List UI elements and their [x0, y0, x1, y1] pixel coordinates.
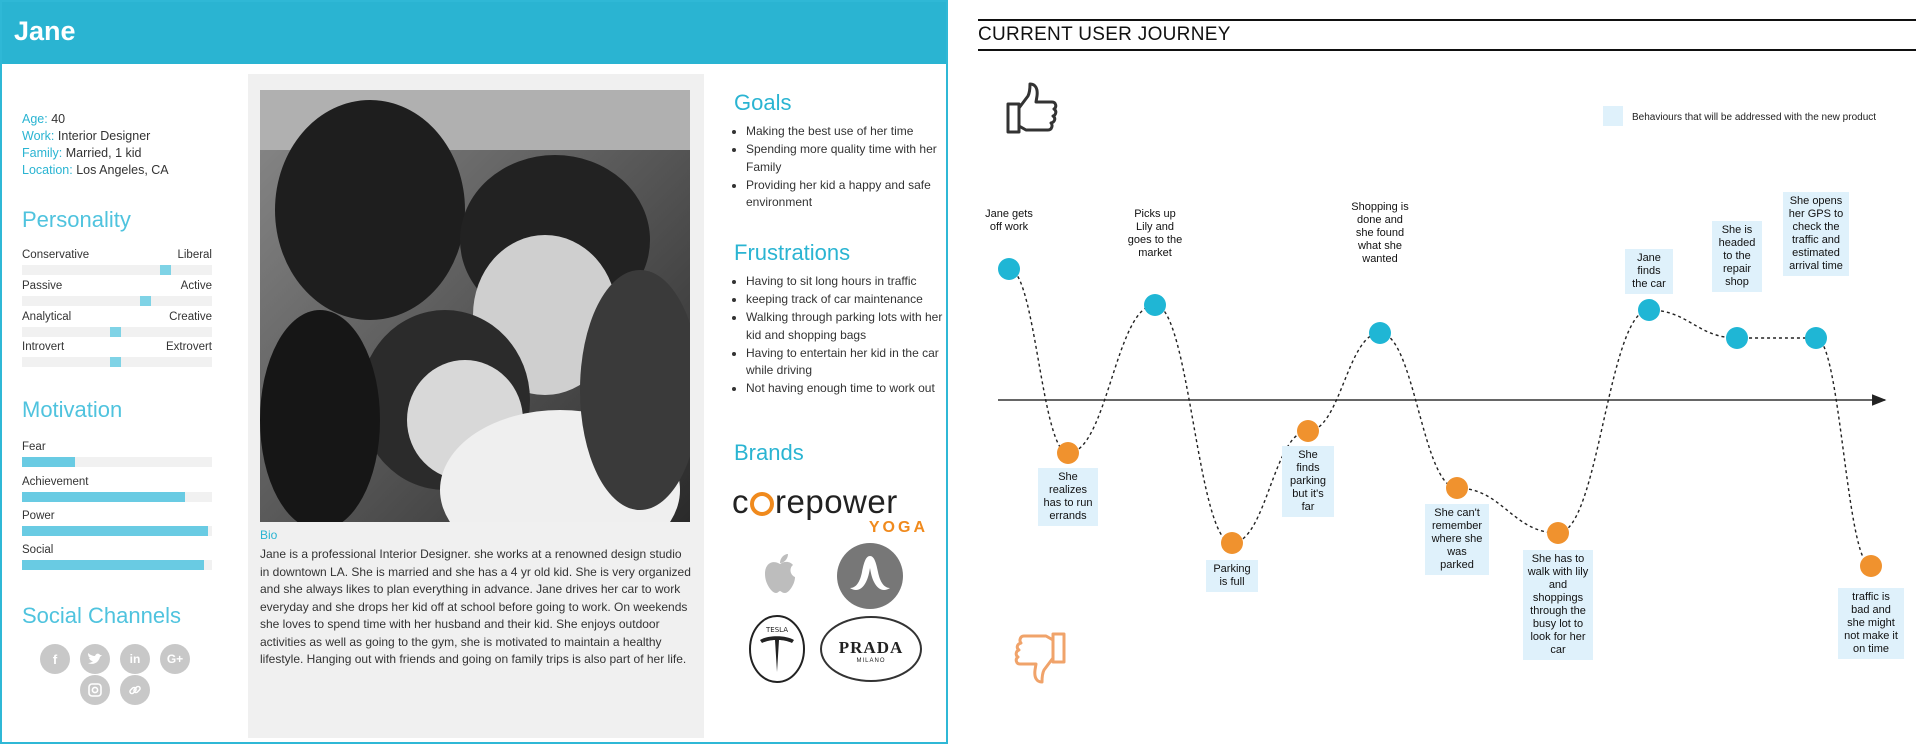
motivation-label: Achievement	[22, 476, 89, 488]
motivation-label: Social	[22, 544, 54, 556]
svg-text:TESLA: TESLA	[766, 626, 788, 634]
frustrations-item: • Having to entertain her kid in the car while driving	[746, 345, 946, 380]
motivation-bar-fill	[22, 560, 204, 570]
journey-step-label: She can't remember where she was parked	[1425, 504, 1489, 575]
journey-node	[1860, 555, 1882, 577]
goals-item: • Providing her kid a happy and safe environment	[746, 177, 946, 212]
google-plus-icon[interactable]: G+	[160, 644, 190, 674]
journey-node	[1726, 327, 1748, 349]
journey-node	[1297, 420, 1319, 442]
apple-logo-icon	[762, 552, 798, 599]
journey-connector	[1649, 310, 1737, 338]
location-row	[22, 163, 169, 177]
motivation-bar-fill	[22, 526, 208, 536]
personality-slider-track	[22, 296, 212, 306]
frustrations-item: • Having to sit long hours in traffic	[746, 273, 946, 291]
frustrations-title: Frustrations	[734, 240, 851, 265]
social-channels-title: Social Channels	[22, 603, 181, 628]
instagram-icon[interactable]	[80, 675, 110, 705]
link-icon[interactable]	[120, 675, 150, 705]
corepower-rest: repower	[775, 483, 898, 520]
journey-step-label: She finds parking but it's far	[1282, 446, 1334, 517]
frustrations-item: • Not having enough time to work out	[746, 380, 946, 398]
journey-node	[1144, 294, 1166, 316]
corepower-c: c	[732, 483, 749, 520]
motivation-title: Motivation	[22, 397, 123, 422]
work-row	[22, 129, 150, 143]
trait-left-label: Analytical	[22, 311, 72, 323]
age-value: 40	[51, 112, 66, 126]
journey-connector	[1009, 269, 1068, 453]
personality-title: Personality	[22, 207, 131, 232]
trait-left-label: Passive	[22, 280, 63, 292]
goals-item: • Spending more quality time with her Family	[746, 141, 946, 176]
journey-step-label: She realizes has to run errands	[1038, 468, 1098, 526]
motivation-bar-track	[22, 560, 212, 570]
work-value: Interior Designer	[57, 129, 151, 143]
prada-logo	[820, 616, 922, 682]
journey-step-label: She opens her GPS to check the traffic and estimated arrival time	[1783, 192, 1849, 276]
journey-step-label: Shopping is done and she found what she wanted	[1351, 201, 1409, 265]
prada-sub-text: MILANO	[856, 658, 886, 664]
thumbs-up-icon	[1004, 80, 1060, 141]
journey-connector	[1308, 333, 1380, 431]
journey-connector	[1155, 305, 1232, 543]
age-row	[22, 112, 65, 126]
motivation-label: Fear	[22, 441, 46, 453]
journey-step-label: Picks up Lily and goes to the market	[1127, 208, 1183, 259]
goals-item: • Making the best use of her time	[746, 123, 946, 141]
twitter-icon[interactable]	[80, 644, 110, 674]
personality-slider-knob	[160, 265, 171, 275]
legend-text: Behaviours that will be addressed with the new product	[1632, 112, 1877, 123]
family-value: Married, 1 kid	[65, 146, 142, 160]
journey-connector	[1558, 310, 1649, 533]
frustrations-item: • keeping track of car maintenance	[746, 291, 946, 309]
motivation-label: Power	[22, 510, 55, 522]
brands-title: Brands	[734, 440, 804, 465]
thumbs-down-icon	[1012, 630, 1068, 691]
motivation-bar-track	[22, 526, 212, 536]
goals-list	[732, 123, 946, 212]
journey-node	[1369, 322, 1391, 344]
journey-step-label: She is headed to the repair shop	[1712, 221, 1762, 292]
facebook-icon[interactable]: f	[40, 644, 70, 674]
journey-top-rule	[978, 19, 1916, 21]
journey-node	[1446, 477, 1468, 499]
corepower-yoga-logo	[732, 483, 932, 536]
motivation-bar-track	[22, 492, 212, 502]
journey-connector	[1068, 305, 1155, 453]
persona-header	[2, 2, 946, 64]
journey-title: CURRENT USER JOURNEY	[978, 24, 1231, 45]
motivation-bar-track	[22, 457, 212, 467]
persona-photo	[260, 90, 690, 522]
tesla-logo-icon	[748, 614, 806, 689]
personality-slider-knob	[140, 296, 151, 306]
journey-step-label: Jane finds the car	[1625, 249, 1673, 294]
personality-slider-track	[22, 265, 212, 275]
journey-node	[1221, 532, 1243, 554]
trait-right-label: Creative	[169, 311, 212, 323]
trait-right-label: Extrovert	[165, 341, 212, 353]
journey-step-label: She has to walk with lily and shoppings through the busy lot to look for her car	[1523, 550, 1593, 660]
age-label: Age:	[22, 112, 48, 126]
bio-title: Bio	[260, 528, 278, 542]
photo-bio-panel	[248, 74, 704, 738]
location-value: Los Angeles, CA	[76, 163, 169, 177]
legend-highlight-swatch	[1603, 106, 1623, 126]
journey-node	[1547, 522, 1569, 544]
journey-connector	[1380, 333, 1457, 488]
journey-node	[1638, 299, 1660, 321]
family-label: Family:	[22, 146, 63, 160]
trait-right-label: Liberal	[177, 249, 212, 261]
journey-step-label: traffic is bad and she might not make it on time	[1838, 588, 1904, 659]
work-label: Work:	[22, 129, 55, 143]
lululemon-logo-icon	[836, 542, 904, 615]
personality-slider-track	[22, 357, 212, 367]
persona-card	[0, 0, 948, 744]
goals-title: Goals	[734, 90, 792, 115]
trait-left-label: Introvert	[22, 341, 65, 353]
personality-slider-track	[22, 327, 212, 337]
family-row	[22, 146, 142, 160]
motivation-bar-fill	[22, 457, 75, 467]
journey-node	[998, 258, 1020, 280]
motivation-bar-fill	[22, 492, 185, 502]
linkedin-icon[interactable]: in	[120, 644, 150, 674]
journey-node	[1805, 327, 1827, 349]
personality-slider-knob	[110, 327, 121, 337]
persona-name: Jane	[14, 16, 76, 46]
journey-connector	[1816, 338, 1871, 566]
corepower-o	[750, 492, 774, 516]
yoga-text: YOGA	[868, 519, 928, 536]
journey-step-label: Jane gets off work	[985, 208, 1033, 233]
frustrations-item: • Walking through parking lots with her kid and shopping bags	[746, 309, 946, 344]
journey-node	[1057, 442, 1079, 464]
frustrations-list	[732, 273, 946, 398]
journey-step-label: Parking is full	[1206, 560, 1258, 592]
bio-text: Jane is a professional Interior Designer. she works at a renowned design studio in downtown LA. She is married and she has a 4 yr old kid. She is very organized and she always likes to plan everything in advance. Jane drives her car to work everyday and she drops her kid off at school before going to work. On weekends she loves to spend time with her husband and their kid. She enjoys outdoor activities as well as going to the gym, she is motivated to maintain a healthy lifestyle. Hanging out with friends and going on family trips is also part of her life.	[260, 547, 691, 666]
trait-right-label: Active	[180, 280, 212, 292]
location-label: Location:	[22, 163, 73, 177]
prada-text: PRADA	[838, 638, 904, 657]
journey-bottom-rule	[978, 49, 1916, 51]
trait-left-label: Conservative	[22, 249, 90, 261]
personality-slider-knob	[110, 357, 121, 367]
